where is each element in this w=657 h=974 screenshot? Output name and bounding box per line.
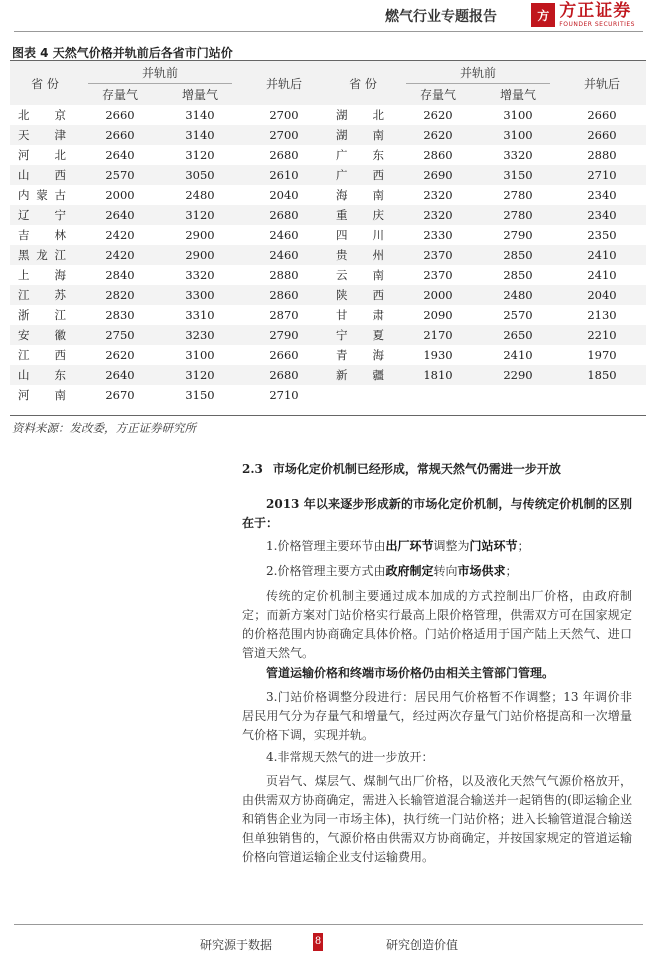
table-caption: 图表 4 天然气价格并轨前后各省市门站价 [12,46,233,60]
cell-merged-price-right: 2660 [587,128,617,142]
header-divider [14,31,643,32]
cell-incremental-price-left: 3310 [185,308,215,322]
company-logo [531,2,635,28]
cell-stock-price-left: 2670 [105,388,135,402]
table-row [10,385,646,405]
table-row [10,285,646,305]
cell-incremental-price-left: 2900 [185,248,215,262]
cell-incremental-price-right: 2480 [503,288,533,302]
cell-merged-price-left: 2680 [269,208,299,222]
cell-province-left: 江 西 [18,348,66,362]
cell-stock-price-left: 2830 [105,308,135,322]
logo-mark: 方 [531,3,555,27]
cell-incremental-price-left: 3120 [185,208,215,222]
report-title: 燃气行业专题报告 [385,9,497,25]
header-before-right: 并轨前 [459,66,496,80]
cell-incremental-price-right: 2650 [503,328,533,342]
table-row [10,345,646,365]
cell-province-right: 陕 西 [336,288,384,302]
cell-incremental-price-right: 2850 [503,268,533,282]
cell-merged-price-left: 2040 [269,188,299,202]
cell-stock-price-right: 2620 [423,128,453,142]
cell-province-right: 贵 州 [336,248,384,262]
cell-incremental-price-right: 2780 [503,188,533,202]
table-row [10,165,646,185]
cell-incremental-price-left: 3140 [185,108,215,122]
cell-province-right: 甘 肃 [336,308,384,322]
cell-merged-price-left: 2870 [269,308,299,322]
paragraph-traditional-pricing: 传统的定价机制主要通过成本加成的方式控制出厂价格，由政府制定；而新方案对门站价格实行最高上限价格管理，供需双方可在国家规定的价格范围内协商确定具体价格。门站价格适用于国产陆上天然气、进口管道天然气。 [242,589,632,660]
cell-incremental-price-right: 3100 [503,108,533,122]
table-row [10,225,646,245]
cell-province-right: 湖 南 [336,128,384,142]
table-row [10,145,646,165]
cell-stock-price-right: 1930 [423,348,453,362]
cell-merged-price-right: 2040 [587,288,617,302]
section-number: 2.3 [242,462,263,476]
footer-slogan-left: 研究源于数据 [200,938,273,952]
cell-stock-price-left: 2640 [105,368,135,382]
cell-province-left: 山 东 [18,368,66,382]
cell-incremental-price-left: 3150 [185,388,215,402]
cell-stock-price-left: 2000 [105,188,135,202]
table-row [10,185,646,205]
cell-merged-price-right: 1850 [587,368,617,382]
cell-incremental-price-left: 3140 [185,128,215,142]
cell-merged-price-right: 2410 [587,248,617,262]
cell-stock-price-right: 2090 [423,308,453,322]
cell-stock-price-left: 2840 [105,268,135,282]
page-number: 8 [313,933,323,951]
header-subdivider-right [406,83,550,84]
cell-province-right: 新 疆 [336,368,384,382]
price-table [10,60,646,416]
cell-stock-price-right: 2000 [423,288,453,302]
header-incremental: 增量气 [181,88,218,102]
cell-province-left: 河 南 [18,388,66,402]
cell-incremental-price-left: 3050 [185,168,215,182]
point-1-to: 门站环节 [469,539,518,553]
cell-merged-price-left: 2860 [269,288,299,302]
cell-stock-price-right: 2170 [423,328,453,342]
cell-province-left: 天 津 [18,128,66,142]
cell-incremental-price-left: 3320 [185,268,215,282]
cell-incremental-price-left: 3100 [185,348,215,362]
cell-merged-price-right: 2710 [587,168,617,182]
cell-province-right: 四 川 [336,228,384,242]
cell-province-left: 北 京 [18,108,66,122]
cell-merged-price-left: 2680 [269,148,299,162]
cell-province-left: 内蒙古 [18,188,66,202]
cell-province-left: 河 北 [18,148,66,162]
cell-stock-price-right: 2320 [423,208,453,222]
cell-stock-price-right: 2370 [423,248,453,262]
cell-incremental-price-right: 2290 [503,368,533,382]
cell-merged-price-right: 2350 [587,228,617,242]
cell-incremental-price-right: 3150 [503,168,533,182]
cell-stock-price-right: 2620 [423,108,453,122]
cell-incremental-price-left: 3120 [185,148,215,162]
cell-incremental-price-right [478,385,558,405]
cell-incremental-price-right: 2850 [503,248,533,262]
cell-stock-price-left: 2640 [105,148,135,162]
cell-province-left: 黑龙江 [18,248,66,262]
table-row [10,265,646,285]
cell-province-right: 海 南 [336,188,384,202]
cell-incremental-price-right: 2780 [503,208,533,222]
table-row [10,325,646,345]
cell-merged-price-right: 2410 [587,268,617,282]
cell-stock-price-left: 2420 [105,248,135,262]
cell-stock-price-right: 2860 [423,148,453,162]
cell-province-left: 辽 宁 [18,208,66,222]
cell-stock-price-left: 2750 [105,328,135,342]
cell-province-left: 江 苏 [18,288,66,302]
cell-province-left: 山 西 [18,168,66,182]
intro-paragraph: 2013 年以来逐步形成新的市场化定价机制，与传统定价机制的区别在于： [242,497,632,530]
cell-stock-price-left: 2640 [105,208,135,222]
cell-incremental-price-right: 2790 [503,228,533,242]
point-2-to: 市场供求 [457,564,506,578]
cell-province-right: 青 海 [336,348,384,362]
cell-merged-price-right: 2880 [587,148,617,162]
cell-province-right: 湖 北 [336,108,384,122]
logo-name-cn: 方正证券 [559,0,632,21]
cell-province-left: 安 徽 [18,328,66,342]
header-after: 并轨后 [265,77,302,91]
point-3: 3.门站价格调整分段进行：居民用气价格暂不作调整；13 年调价非居民用气分为存量气和增量气，经过两次存量气门站价格提高和一次增量气价格下调，实现并轨。 [242,690,632,742]
point-1: 1.价格管理主要环节由出厂环节调整为门站环节； [266,539,530,553]
point-2-from: 政府制定 [385,564,434,578]
cell-incremental-price-right: 3320 [503,148,533,162]
logo-name-en: FOUNDER SECURITIES [559,20,635,28]
footer-divider [14,924,643,925]
cell-stock-price-right: 1810 [423,368,453,382]
cell-incremental-price-left: 3120 [185,368,215,382]
cell-stock-price-right: 2370 [423,268,453,282]
cell-merged-price-left: 2610 [269,168,299,182]
cell-stock-price-right [398,385,478,405]
cell-stock-price-right: 2320 [423,188,453,202]
cell-incremental-price-left: 3300 [185,288,215,302]
cell-merged-price-left: 2710 [269,388,299,402]
header-province: 省 份 [31,77,59,91]
cell-merged-price-right: 2130 [587,308,617,322]
header-stock-right: 存量气 [419,88,456,102]
table-row [10,245,646,265]
cell-province-right: 云 南 [336,268,384,282]
table-header [10,61,646,105]
point-1-from: 出厂环节 [385,539,434,553]
header-before: 并轨前 [141,66,178,80]
cell-merged-price-left: 2660 [269,348,299,362]
cell-incremental-price-left: 3230 [185,328,215,342]
cell-incremental-price-right: 2410 [503,348,533,362]
footer-slogan-right: 研究创造价值 [386,938,459,952]
cell-stock-price-right: 2690 [423,168,453,182]
cell-province-right: 广 东 [336,148,384,162]
cell-stock-price-left: 2620 [105,348,135,362]
cell-stock-price-left: 2570 [105,168,135,182]
table-row [10,125,646,145]
cell-merged-price-left: 2880 [269,268,299,282]
cell-stock-price-left: 2660 [105,128,135,142]
paragraph-pipeline-pricing: 管道运输价格和终端市场价格仍由相关主管部门管理。 [266,666,555,680]
header-subdivider [88,83,232,84]
cell-merged-price-left: 2680 [269,368,299,382]
cell-merged-price-left: 2700 [269,128,299,142]
cell-stock-price-right: 2330 [423,228,453,242]
cell-province-left: 吉 林 [18,228,66,242]
cell-merged-price-right: 1970 [587,348,617,362]
cell-province-right [328,385,398,405]
cell-incremental-price-left: 2900 [185,228,215,242]
cell-merged-price-right: 2210 [587,328,617,342]
table-row [10,205,646,225]
point-2: 2.价格管理主要方式由政府制定转向市场供求； [266,564,518,578]
cell-stock-price-left: 2420 [105,228,135,242]
cell-province-right: 重 庆 [336,208,384,222]
cell-merged-price-right: 2340 [587,208,617,222]
table-row [10,105,646,125]
point-4: 4.非常规天然气的进一步放开： [266,750,434,764]
header-stock: 存量气 [101,88,138,102]
header-incremental-right: 增量气 [499,88,536,102]
header-after-right: 并轨后 [583,77,620,91]
cell-incremental-price-left: 2480 [185,188,215,202]
cell-province-right: 宁 夏 [336,328,384,342]
table-row [10,365,646,385]
cell-merged-price-left: 2460 [269,228,299,242]
cell-merged-price-left: 2790 [269,328,299,342]
cell-stock-price-left: 2820 [105,288,135,302]
header-province-right: 省 份 [349,77,377,91]
cell-merged-price-right: 2660 [587,108,617,122]
cell-province-left: 浙 江 [18,308,66,322]
cell-merged-price-right: 2340 [587,188,617,202]
section-title: 市场化定价机制已经形成，常规天然气仍需进一步开放 [272,462,561,476]
table-source-note: 资料来源：发改委，方正证券研究所 [12,421,196,435]
cell-stock-price-left: 2660 [105,108,135,122]
cell-incremental-price-right: 3100 [503,128,533,142]
table-row [10,305,646,325]
section-heading [242,460,632,477]
cell-province-left: 上 海 [18,268,66,282]
cell-incremental-price-right: 2570 [503,308,533,322]
cell-merged-price-right [558,385,646,405]
cell-merged-price-left: 2460 [269,248,299,262]
cell-merged-price-left: 2700 [269,108,299,122]
cell-province-right: 广 西 [336,168,384,182]
paragraph-unconventional-gas: 页岩气、煤层气、煤制气出厂价格，以及液化天然气气源价格放开，由供需双方协商确定，需进入长输管道混合输送并一起销售的(即运输企业和销售企业为同一市场主体)，执行统一门站价格；进入长输管道混合输送但单独销售的，气源价格由供需双方协商确定，并按国家规定的管道运输价格向管道运输企业支付运输费用。 [242,774,632,864]
